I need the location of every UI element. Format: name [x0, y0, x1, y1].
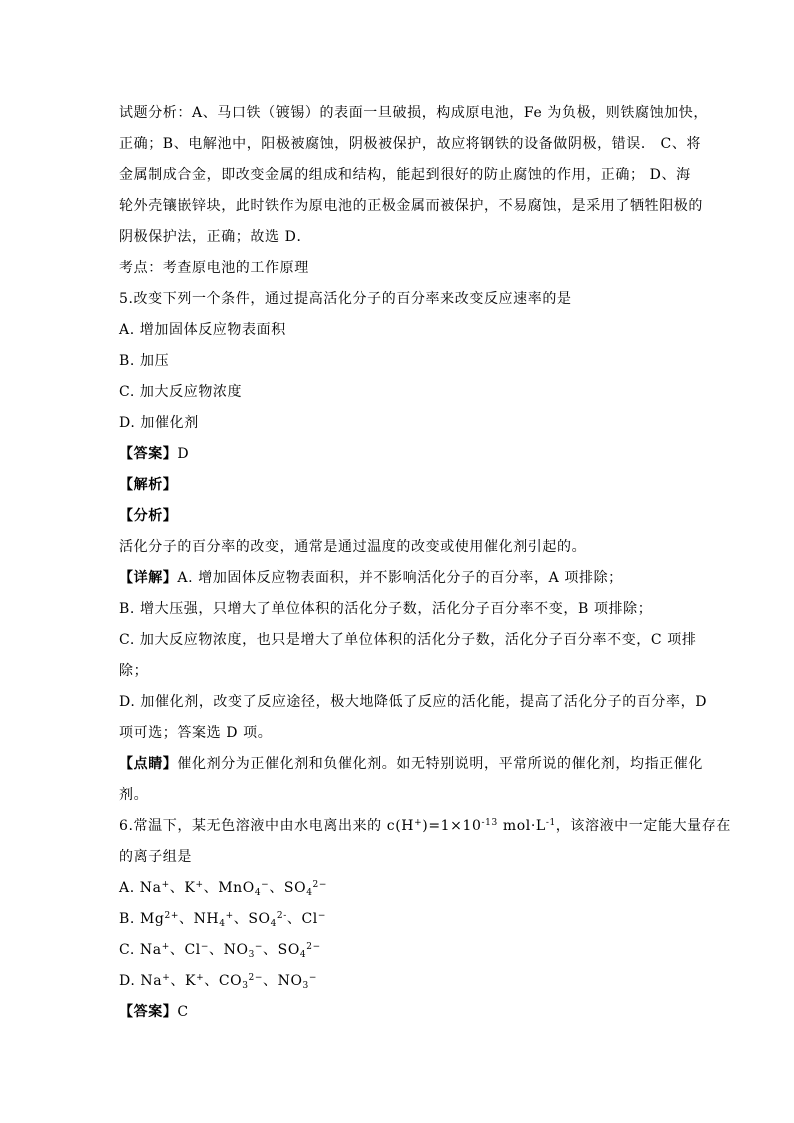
- subscript: 3: [248, 950, 255, 960]
- q6-answer-line: [119, 1002, 189, 1022]
- subscript: 4: [299, 950, 307, 960]
- charge: −: [261, 880, 270, 890]
- answer-tag: 【答案】: [119, 1004, 178, 1020]
- fenxi-tag: 【分析】: [119, 508, 178, 524]
- charge: +: [225, 911, 234, 921]
- xiangjie-line-4: 除；: [119, 663, 149, 679]
- q6-option-b: [119, 909, 326, 929]
- analysis-line-5: 阴极保护法，正确；故选 D．: [119, 229, 312, 245]
- ion-cl: 、Cl: [286, 911, 318, 927]
- subscript: 3: [302, 981, 309, 991]
- q6-stem-prefix: 6.常温下，某无色溶液中由水电离出来的 c(H: [119, 818, 415, 834]
- ion-no3: 、NO: [209, 942, 249, 958]
- ion-k: 、K: [169, 880, 196, 896]
- ion-k: 、K: [170, 973, 197, 989]
- analysis-line-2: 正确；B、电解池中，阳极被腐蚀，阴极被保护，故应将钢铁的设备做阴极，错误． C、将: [119, 136, 702, 152]
- charge: −: [200, 942, 210, 952]
- q6-unit: mol·L: [497, 818, 546, 834]
- charge: 2+: [164, 911, 179, 921]
- kaodian-line: 考点：考查原电池的工作原理: [119, 260, 309, 276]
- ion-nh4: 、NH: [178, 911, 220, 927]
- charge: 2−: [306, 942, 321, 952]
- ion-mno4: 、MnO: [203, 880, 255, 896]
- charge: 2−: [312, 880, 327, 890]
- q6-stem-line-1: [119, 816, 731, 836]
- dianjing-line-2: 剂。: [119, 787, 149, 803]
- q5-option-b: B. 加压: [119, 353, 170, 369]
- xiangjie-line-2: B. 增大压强，只增大了单位体积的活化分子数，活化分子百分率不变，B 项排除；: [119, 601, 653, 617]
- ion-co3: 、CO: [204, 973, 243, 989]
- q6-unit-exp: -1: [545, 818, 556, 828]
- ion-so4: 、SO: [269, 880, 307, 896]
- q5-option-c: C. 加大反应物浓度: [119, 384, 243, 400]
- dianjing-tag: 【点睛】: [119, 756, 178, 772]
- ion-mg: B. Mg: [119, 911, 165, 927]
- ion-so4: 、SO: [263, 942, 300, 958]
- charge: +: [162, 973, 171, 983]
- charge: −: [308, 973, 318, 983]
- q6-option-c: [119, 940, 321, 960]
- xiangjie-line-6: 项可选；答案选 D 项。: [119, 725, 273, 741]
- answer-tag: 【答案】: [119, 446, 178, 462]
- subscript: 3: [242, 981, 249, 991]
- fenxi-text: 活化分子的百分率的改变，通常是通过温度的改变或使用催化剂引起的。: [119, 539, 587, 555]
- dianjing-line-1: [119, 754, 703, 774]
- charge: +: [196, 973, 205, 983]
- ion-so4: 、SO: [233, 911, 271, 927]
- q5-stem: 5.改变下列一个条件，通过提高活化分子的百分率来改变反应速率的是: [119, 291, 572, 307]
- q5-option-d: D. 加催化剂: [119, 415, 199, 431]
- charge: 2-: [276, 911, 287, 921]
- answer-value: C: [177, 1004, 189, 1020]
- q6-stem-line-2: 的离子组是: [119, 849, 192, 865]
- ion-na: D. Na: [119, 973, 163, 989]
- subscript: 4: [270, 919, 277, 929]
- q5-option-a: A. 增加固体反应物表面积: [119, 322, 286, 338]
- q6-option-d: [119, 971, 317, 991]
- q6-stem-mid: )=1×10: [422, 818, 482, 834]
- subscript: 4: [254, 888, 262, 898]
- xiangjie-tag: 【详解】: [119, 570, 178, 586]
- subscript: 4: [219, 919, 226, 929]
- q6-h-charge: +: [414, 818, 423, 828]
- charge: 2−: [248, 973, 264, 983]
- ion-no3: 、NO: [263, 973, 303, 989]
- xiangjie-line-1: [119, 568, 623, 588]
- subscript: 4: [306, 888, 313, 898]
- q6-exp: -13: [481, 818, 498, 828]
- q5-answer-line: [119, 444, 189, 464]
- xiangjie-line-3: C. 加大反应物浓度，也只是增大了单位体积的活化分子数，活化分子百分率不变，C 项排: [119, 632, 697, 648]
- dianjing-text-1: 催化剂分为正催化剂和负催化剂。如无特别说明，平常所说的催化剂，均指正催化: [177, 756, 704, 772]
- xiangjie-line-5: D. 加催化剂，改变了反应途径，极大地降低了反应的活化能，提高了活化分子的百分率，D: [119, 694, 708, 710]
- charge: +: [195, 880, 204, 890]
- jiexi-tag: 【解析】: [119, 477, 178, 493]
- ion-cl: 、Cl: [169, 942, 201, 958]
- analysis-line-3: 金属制成合金，即改变金属的组成和结构，能起到很好的防止腐蚀的作用，正确； D、海: [119, 167, 691, 183]
- q6-option-a: [119, 878, 327, 898]
- ion-na: C. Na: [119, 942, 162, 958]
- charge: +: [161, 942, 170, 952]
- analysis-line-1: 试题分析：A、马口铁（镀锡）的表面一旦破损，构成原电池，Fe 为负极，则铁腐蚀加快，: [119, 105, 708, 121]
- charge: −: [317, 911, 327, 921]
- q6-stem-suffix: ，该溶液中一定能大量存在: [555, 818, 731, 834]
- xiangjie-text-1: A. 增加固体反应物表面积，并不影响活化分子的百分率，A 项排除；: [177, 570, 623, 586]
- analysis-line-4: 轮外壳镶嵌锌块，此时铁作为原电池的正极金属而被保护，不易腐蚀，是采用了牺牲阳极的: [119, 198, 703, 214]
- charge: −: [254, 942, 264, 952]
- answer-value: D: [177, 446, 190, 462]
- charge: +: [161, 880, 170, 890]
- ion-na: A. Na: [119, 880, 162, 896]
